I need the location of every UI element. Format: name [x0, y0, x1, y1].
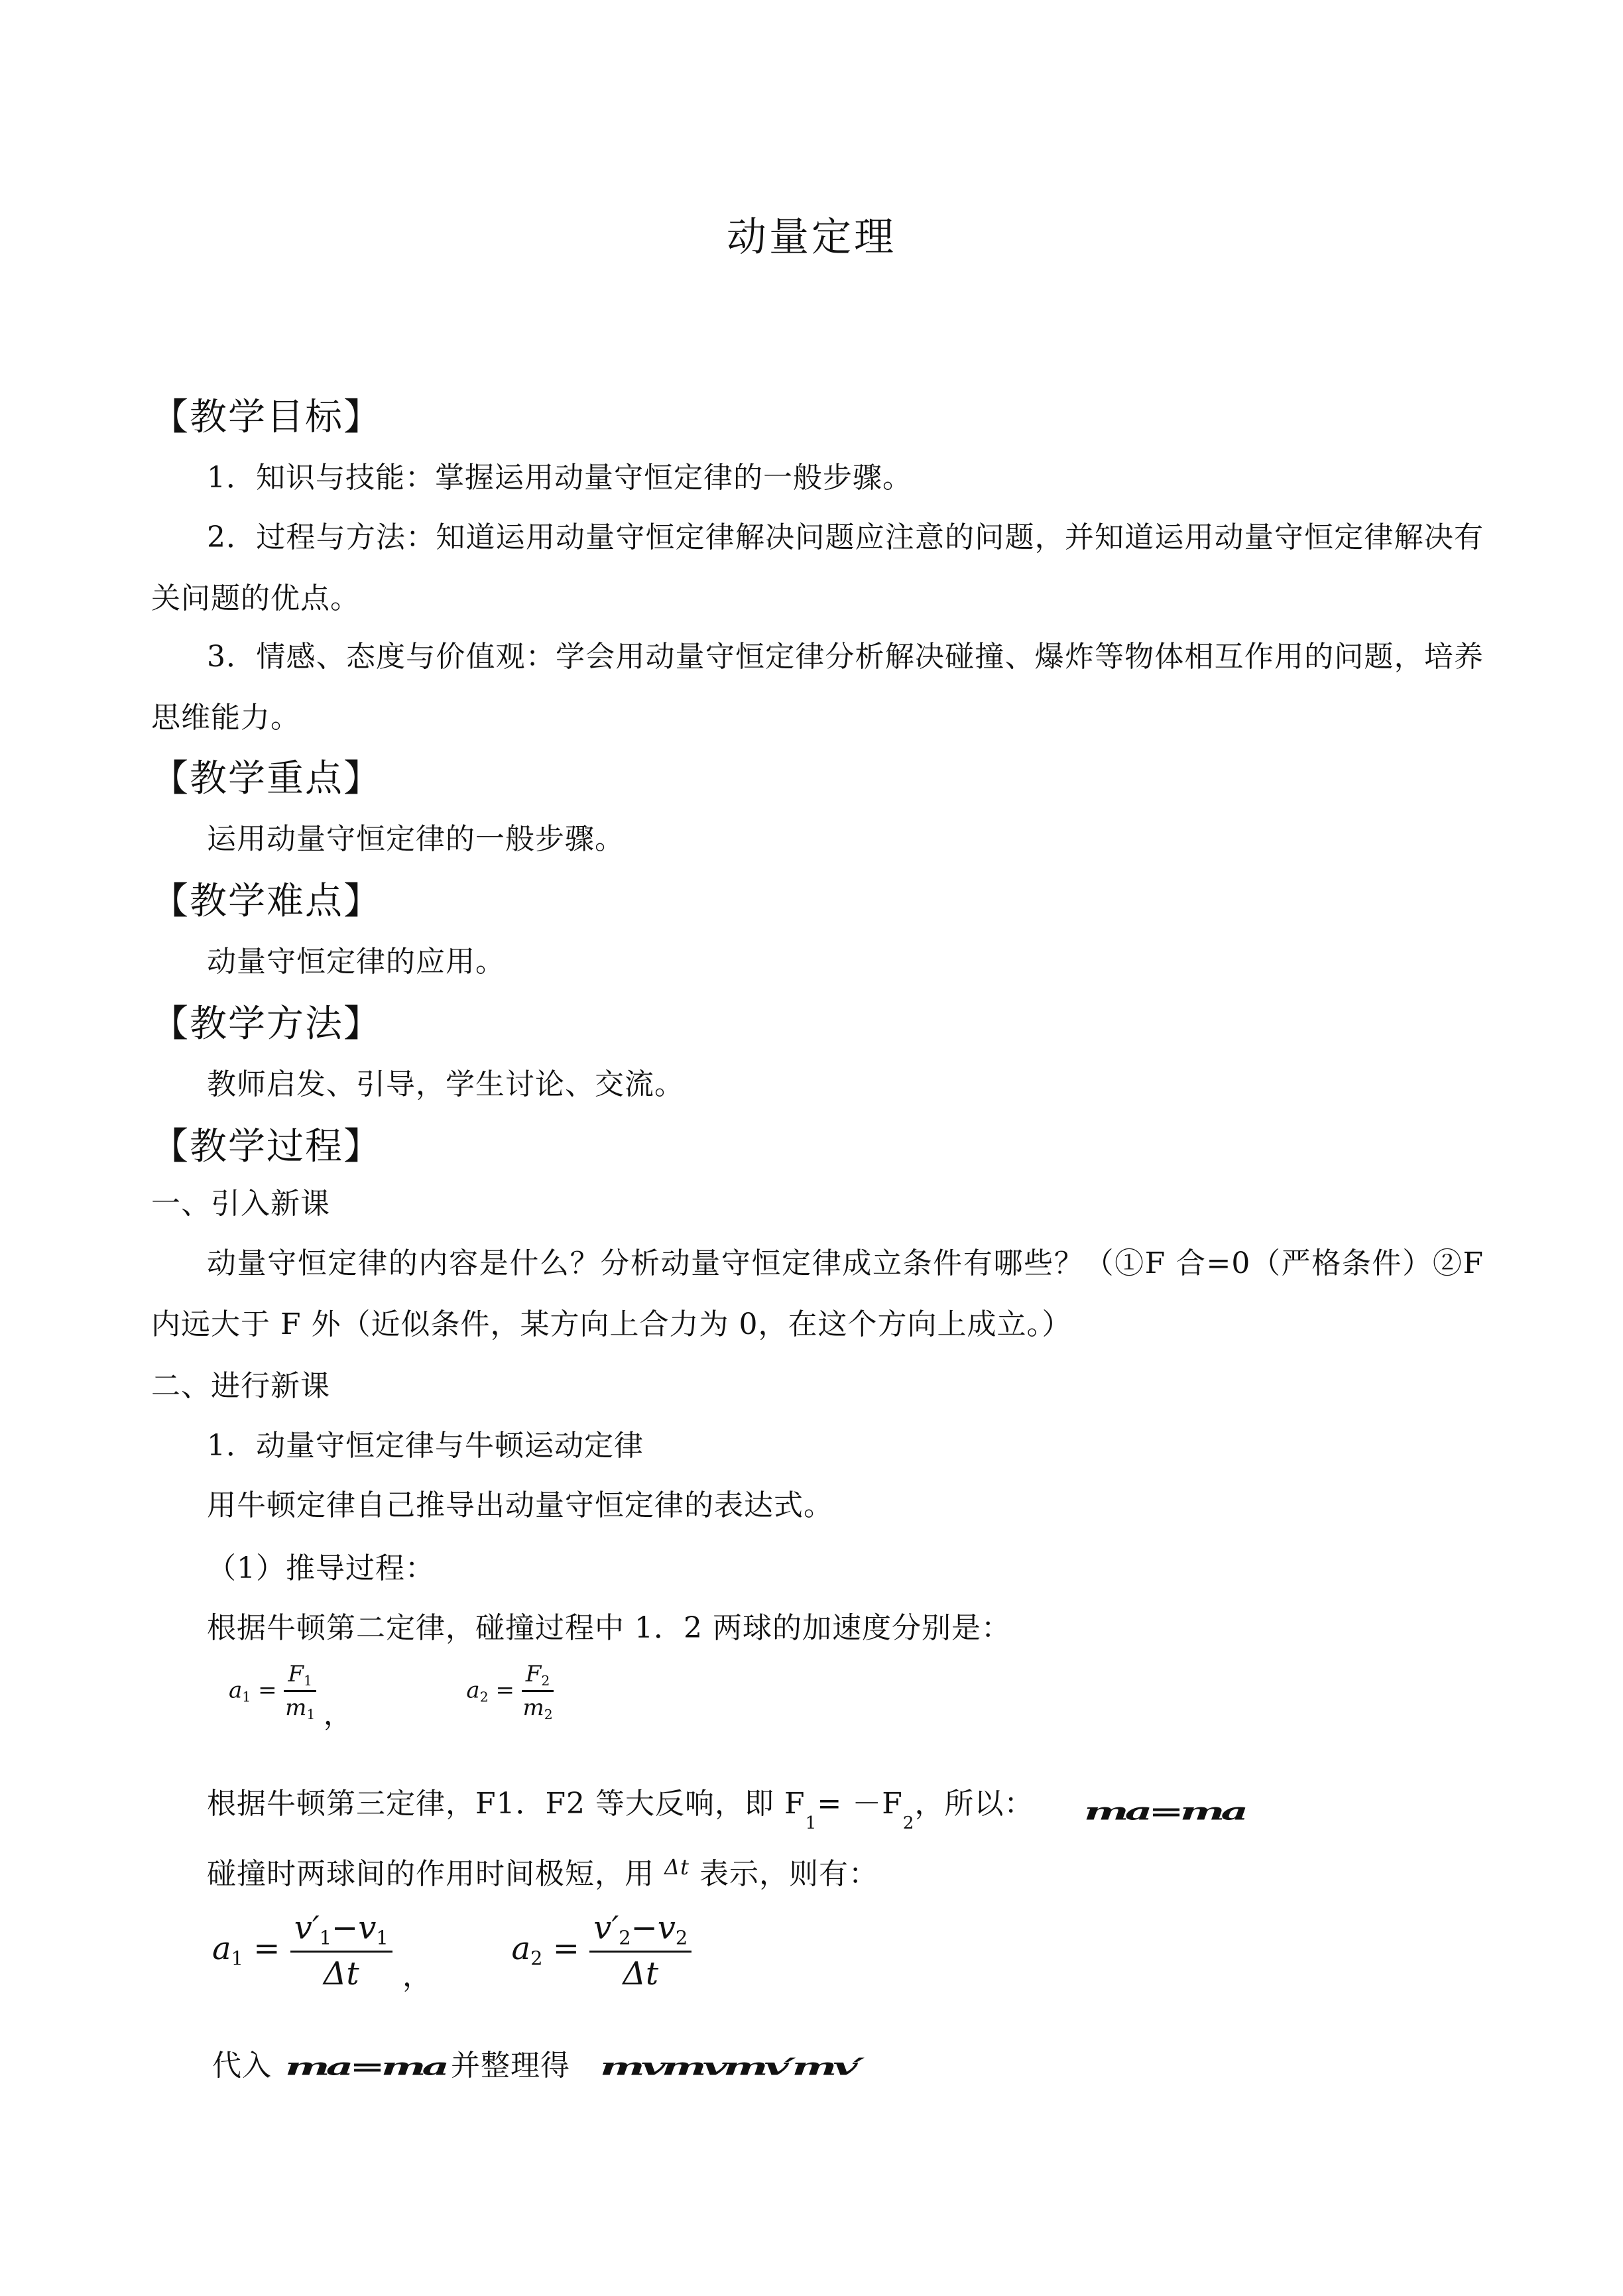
objective-item-2: 2．过程与方法：知道运用动量守恒定律解决问题应注意的问题，并知道运用动量守恒定律解决有关问题的优点。 [151, 520, 1484, 615]
newton3-part-c: ，所以： [914, 1787, 1034, 1821]
eq-a1: a [229, 1677, 243, 1704]
methods-text: 教师启发、引导，学生讨论、交流。 [207, 1067, 684, 1101]
substitute-part-b: 并整理得 [451, 2049, 570, 2083]
eq-m1: m [285, 1695, 307, 1721]
equation-image-final: mvmvmv′mv′ [600, 2053, 861, 2081]
collision-part-b: 表示，则有： [699, 1857, 878, 1891]
part1-text: 动量守恒定律的内容是什么？分析动量守恒定律成立条件有哪些？（①F 合=0（严格条件）②F 内远大于 F 外（近似条件，某方向上合力为 0，在这个方向上成立。） [151, 1246, 1484, 1341]
eq-F2-sub: 2 [541, 1673, 550, 1689]
subsection-1-text: 用牛顿定律自己推导出动量守恒定律的表达式。 [207, 1488, 833, 1522]
eq2-v2-sub: 2 [675, 1926, 688, 1949]
eq2-a1-sub: 1 [231, 1947, 243, 1970]
eq-m2: m [522, 1695, 544, 1721]
section-heading-difficulties: 【教学难点】 [151, 880, 382, 923]
eq2-v1-sub: 1 [376, 1926, 389, 1949]
eq2-a2-sub: 2 [530, 1947, 543, 1970]
newton3-sub-2: 2 [902, 1813, 915, 1833]
eq2-comma: ， [402, 1959, 432, 1993]
objective-item-1: 1．知识与技能：掌握运用动量守恒定律的一般步骤。 [207, 461, 912, 495]
fraction-F2-m2 [522, 1661, 554, 1722]
section-heading-key-points: 【教学重点】 [151, 757, 382, 800]
eq2-v2p-sub: 2 [619, 1926, 631, 1949]
eq2-equals-1: = [253, 1929, 280, 1967]
equation-image-ma-eq-2: ma=ma [285, 2053, 446, 2081]
eq2-a2: a [511, 1929, 531, 1967]
substitute-part-a: 代入 [212, 2049, 272, 2083]
newton3-sub-1: 1 [805, 1813, 817, 1833]
eq2-minus-2: − [631, 1909, 658, 1947]
part1-heading: 一、引入新课 [151, 1187, 330, 1221]
page-title: 动量定理 [727, 214, 896, 261]
newton3-part-a: 根据牛顿第三定律，F1．F2 等大反响，即 F [207, 1787, 806, 1821]
eq2-a1: a [212, 1929, 231, 1967]
section-heading-objectives: 【教学目标】 [151, 396, 382, 439]
eq2-dt-2: Δt [623, 1955, 659, 1992]
acceleration-equations-2 [212, 1909, 691, 1994]
eq-equals-2: = [495, 1677, 514, 1704]
eq-m2-sub: 2 [544, 1707, 553, 1722]
eq-F2: F [525, 1661, 542, 1687]
fraction-dv2-dt [589, 1909, 691, 1992]
eq2-v2: v [657, 1909, 676, 1947]
delta-t-symbol: Δt [664, 1854, 690, 1880]
eq-F1-sub: 1 [303, 1673, 312, 1689]
eq-a2-sub: 2 [479, 1689, 489, 1705]
acceleration-equations-1 [229, 1661, 554, 1733]
eq2-equals-2: = [552, 1929, 579, 1967]
eq2-dt-1: Δt [323, 1955, 359, 1992]
collision-part-a: 碰撞时两球间的作用时间极短，用 [207, 1857, 654, 1891]
eq2-v1: v [358, 1909, 377, 1947]
eq-F1: F [288, 1661, 304, 1687]
part2-heading: 二、进行新课 [151, 1369, 330, 1403]
eq-equals-1: = [258, 1677, 277, 1704]
newton3-part-b: = －F [817, 1787, 903, 1821]
eq2-minus-1: − [331, 1909, 359, 1947]
newton-second-law-text: 根据牛顿第二定律，碰撞过程中 1．2 两球的加速度分别是： [207, 1611, 1011, 1645]
key-points-text: 运用动量守恒定律的一般步骤。 [207, 822, 625, 856]
subsection-1-heading: 1．动量守恒定律与牛顿运动定律 [207, 1429, 644, 1463]
eq2-v2p: v′ [593, 1909, 619, 1947]
section-heading-process: 【教学过程】 [151, 1125, 382, 1168]
section-heading-methods: 【教学方法】 [151, 1002, 382, 1046]
difficulties-text: 动量守恒定律的应用。 [207, 945, 505, 979]
eq2-v1p-sub: 1 [319, 1926, 332, 1949]
fraction-dv1-dt [290, 1909, 392, 1992]
eq-a1-sub: 1 [242, 1689, 251, 1705]
eq2-v1p: v′ [294, 1909, 320, 1947]
eq-a2: a [466, 1677, 480, 1704]
fraction-F1-m1 [284, 1661, 316, 1722]
derivation-heading: （1）推导过程： [207, 1551, 435, 1585]
equation-image-ma-eq-1: ma=ma [1084, 1797, 1244, 1826]
eq-m1-sub: 1 [306, 1707, 316, 1722]
objective-item-3: 3．情感、态度与价值观：学会用动量守恒定律分析解决碰撞、爆炸等物体相互作用的问题，培养思维能力。 [151, 640, 1484, 735]
collision-time-text [207, 1837, 878, 1905]
eq-comma-1: ， [323, 1697, 353, 1732]
